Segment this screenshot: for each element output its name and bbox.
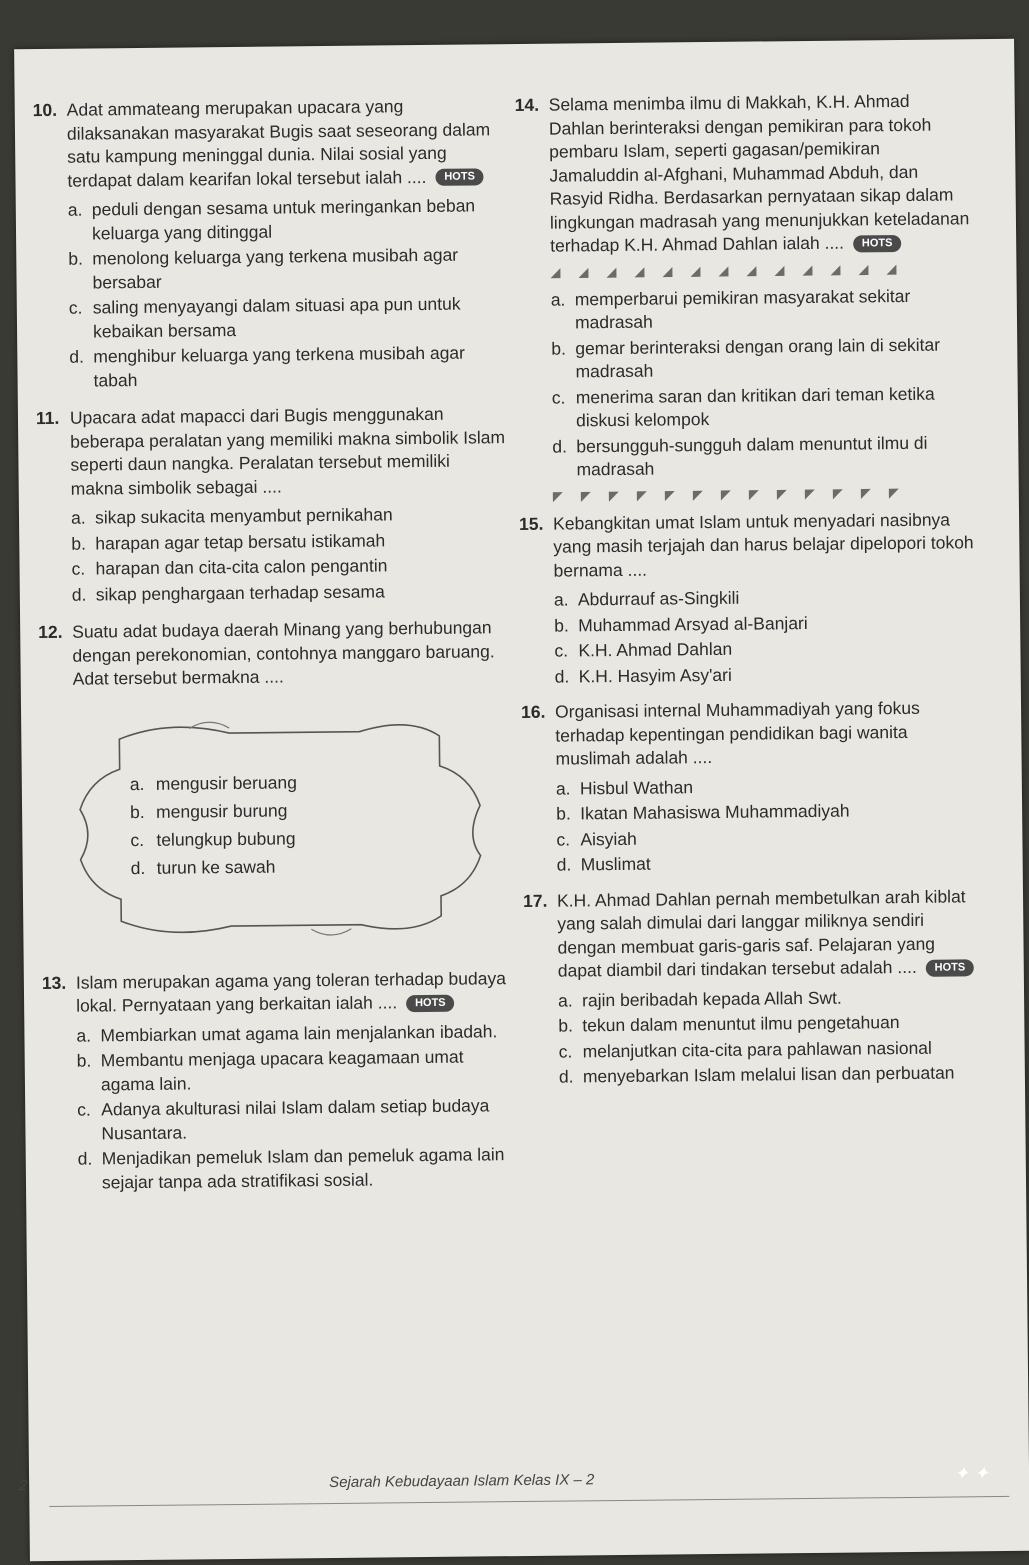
option-letter: d. [69,346,85,367]
option-text: Membantu menjaga upacara keagamaan umat agama lain. [100,1046,464,1094]
option-item[interactable] [520,610,975,638]
option-text: Membiarkan umat agama lain menjalankan ibadah. [100,1020,498,1045]
question-number: 14. [514,94,540,116]
hots-badge: HOTS [435,169,484,187]
option-item[interactable] [130,797,297,825]
question-text: Upacara adat mapacci dari Bugis menggunakan beberapa peralatan yang memiliki makna simbolik Islam seperti daun nangka. Peralatan tersebut memiliki makna simbolik sebagai .... [69,403,506,499]
option-text: memperbarui pemikiran masyarakat sekitar madrasah [574,285,911,333]
option-text: Hisbul Wathan [579,776,694,798]
option-text: Aisyiah [580,828,637,849]
option-item[interactable] [37,553,507,581]
option-text: Adanya akulturasi nilai Islam dalam setiap budaya Nusantara. [101,1095,490,1143]
option-item[interactable] [38,579,508,607]
option-text: menolong keluarga yang terkena musibah agar bersabar [92,244,459,292]
option-letter: a. [550,289,566,310]
option-letter: a. [129,773,145,794]
question-12 [38,616,509,691]
option-letter: d. [556,854,572,875]
option-item[interactable] [522,773,977,801]
question-number: 17. [522,890,548,911]
option-letter: b. [129,801,145,822]
question-number: 10. [32,99,58,121]
option-text: peduli dengan sesama untuk meringankan beban keluarga yang ditinggal [91,195,476,243]
footer-title: Sejarah Kebudayaan Islam Kelas IX – 2 [329,1471,595,1492]
option-text: harapan dan cita-cita calon pengantin [95,555,388,579]
option-letter: d. [130,857,146,878]
question-number: 12. [38,621,63,643]
question-10 [33,94,504,193]
option-text: sikap penghargaan terhadap sesama [95,580,385,604]
option-item[interactable] [44,1143,514,1195]
hots-badge: HOTS [853,235,902,253]
hots-badge: HOTS [406,995,455,1013]
option-item[interactable] [520,635,975,663]
option-letter: c. [130,829,145,850]
option-item[interactable] [525,1061,980,1089]
option-item[interactable] [43,1045,513,1097]
option-text: sikap sukacita menyambut pernikahan [94,504,393,528]
question-number: 11. [35,407,60,429]
option-letter: c. [551,387,566,408]
page-footer [19,1459,1029,1509]
question-number: 15. [518,513,544,534]
option-text: K.H. Ahmad Dahlan [578,638,733,661]
option-text: bersungguh-sungguh dalam menuntut ilmu di madrasah [576,432,928,480]
option-text: Muhammad Arsyad al-Banjari [578,612,808,635]
option-item[interactable] [131,853,298,881]
option-item[interactable] [517,333,972,385]
option-letter: c. [556,828,571,850]
option-item[interactable] [522,824,977,852]
option-letter: b. [556,803,571,824]
worksheet-page [14,39,1029,1561]
option-item[interactable] [524,985,979,1013]
option-text: turun ke sawah [156,856,276,878]
option-letter: c. [68,297,83,318]
option-letter: a. [555,777,571,799]
options-list [130,767,298,883]
question-text: Selama menimba ilmu di Makkah, K.H. Ahmad Dahlan berinteraksi dengan pemikiran para tokoh pembaru Islam, seperti gagasan/pemikiran Jamaluddin al-Afghani, Muhammad Abduh, dan Rasyid Ridha. Berdasarkan pernyataan sikap dalam lingkungan madrasah yang menunjukkan keteladanan terhadap K.H. Ahmad Dahlan ialah .... [548,90,970,256]
option-item[interactable] [37,528,507,556]
question-number: 16. [520,701,546,723]
option-letter: b. [68,248,84,269]
option-text: mengusir beruang [155,771,297,794]
question-text: K.H. Ahmad Dahlan pernah membetulkan arah kiblat yang salah dimulai dari langgar miliknya sendiri dengan membuat garis-garis saf. Pelajaran yang dapat diambil dari tindakan tersebut adalah .... [556,885,966,981]
option-letter: b. [71,533,86,554]
option-text: melanjutkan cita-cita para pahlawan nasional [582,1037,932,1061]
option-letter: d. [552,436,568,457]
question-17 [523,885,979,984]
option-item[interactable] [525,1036,980,1064]
options-frame [59,705,491,949]
option-item[interactable] [523,849,978,877]
ornament-divider-icon: ◢◢◢◢◢◢◢◢◢◢◢◢◢ [550,260,915,280]
option-item[interactable] [43,1094,513,1146]
left-column [33,94,514,1197]
option-item[interactable] [518,382,973,434]
question-14 [515,89,972,258]
option-item[interactable] [130,825,297,853]
option-item[interactable] [37,502,507,530]
question-text: Suatu adat budaya daerah Minang yang berhubungan dengan perekonomian, contohnya manggaro baruang. Adat tersebut bermakna .... [72,617,495,689]
question-11 [36,402,507,501]
question-text: Organisasi internal Muhammadiyah yang fokus terhadap kepentingan pendidikan bagi wanita muslimah adalah .... [554,697,920,769]
question-text: Islam merupakan agama yang toleran terhadap budaya lokal. Pernyataan yang berkaitan ialah .... [75,967,506,1016]
option-letter: d. [71,584,87,605]
option-letter: c. [77,1099,91,1120]
option-letter: d. [554,665,570,687]
question-15 [519,508,975,583]
option-text: menerima saran dan kritikan dari teman ketika diskusi kelompok [575,383,935,431]
option-text: mengusir burung [155,799,288,822]
page-number: 2 [19,1477,28,1495]
right-column [515,89,980,1091]
option-item[interactable] [521,661,976,689]
option-text: Ikatan Mahasiswa Muhammadiyah [580,800,850,824]
option-letter: b. [554,615,569,636]
question-number: 13. [41,972,67,993]
option-letter: a. [553,589,569,610]
ornament-divider-icon: ◤◤◤◤◤◤◤◤◤◤◤◤◤ [552,484,917,504]
option-letter: c. [558,1040,573,1062]
option-letter: c. [71,558,86,579]
option-item[interactable] [517,284,972,336]
question-text: Adat ammateang merupakan upacara yang dilaksanakan masyarakat Bugis saat seseorang dalam satu kampung meninggal dunia. Nilai sosial yang terdapat dalam kearifan lokal tersebut ialah .... [66,96,491,191]
option-text: Menjadikan pemeluk Islam dan pemeluk agama lain sejajar tanpa ada stratifikasi sosial. [101,1144,505,1192]
option-letter: c. [554,640,569,661]
option-text: Muslimat [580,853,651,875]
option-letter: b. [558,1015,574,1036]
hots-badge: HOTS [926,959,975,977]
option-item[interactable] [35,292,505,344]
option-text: menyebarkan Islam melalui lisan dan perbuatan [582,1062,955,1087]
option-text: tekun dalam menuntut ilmu pengetahuan [582,1012,900,1036]
option-item[interactable] [524,1010,979,1038]
option-text: Abdurrauf as-Singkili [577,587,740,610]
option-item[interactable] [520,584,975,612]
option-text: harapan agar tetap bersatu istikamah [95,529,386,553]
option-letter: a. [557,989,573,1011]
option-text: gemar berinteraksi dengan orang lain di sekitar madrasah [575,334,941,382]
question-13 [42,967,512,1019]
option-item[interactable] [518,431,973,483]
option-text: K.H. Hasyim Asy'ari [578,664,732,686]
option-item[interactable] [34,243,504,295]
option-item[interactable] [130,769,297,797]
option-letter: a. [67,199,83,220]
option-item[interactable] [34,194,504,246]
option-text: saling menyayangi dalam situasi apa pun untuk kebaikan bersama [92,293,461,341]
question-16 [521,696,977,771]
option-letter: a. [70,507,86,528]
option-item[interactable] [522,798,977,826]
option-item[interactable] [35,341,505,393]
option-letter: b. [551,338,566,359]
option-text: menghibur keluarga yang terkena musibah agar tabah [93,342,466,390]
option-letter: d. [77,1148,93,1169]
question-text: Kebangkitan umat Islam untuk menyadari nasibnya yang masih terjajah dan harus belajar dipelopori tokoh bernama .... [552,509,974,581]
option-letter: a. [76,1025,92,1046]
option-text: telungkup bubung [156,827,296,850]
sparkle-icon: ✦ ✦ [953,1463,990,1484]
option-text: rajin beribadah kepada Allah Swt. [581,987,842,1010]
option-letter: d. [558,1066,574,1087]
option-letter: b. [76,1050,92,1071]
option-item[interactable] [42,1020,512,1048]
